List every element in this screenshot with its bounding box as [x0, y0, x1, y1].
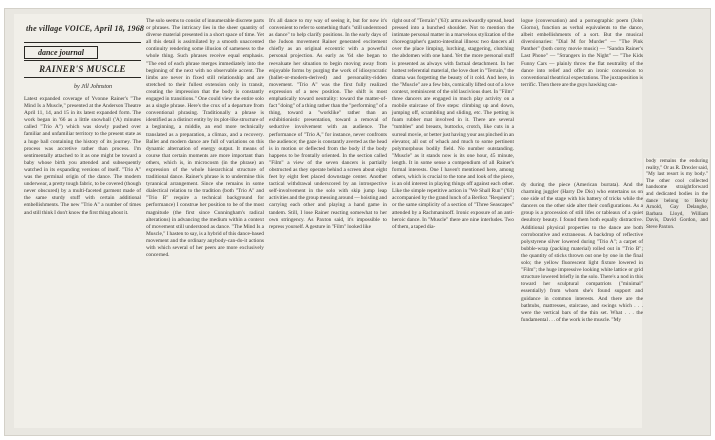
- column-text: dy during the piece (American burrata). And the charming juggler (Harry De Dio) who entertains us on one side of the stage with his battery of tricks while the dancers on the other side alter their configurations. As a group is a procession of still lifes or tableaux of a quiet desultory beauty. I found them both equally distractive. Additional physical properties to the dance are both corroborative and extraneous. A backdrop of reflective polystyrene silver lowered during "Trio A"; a carpet of bubble-wrap (packing material) rolled out in "Trio B"; the quantity of sticks thrown out one by one in the final solo; the yellow fluorescent light fixture lowered in "Film"; the huge impressive looking white lattice or grid structure lowered briefly in the solo. There's a nod in this toward her sculptural compatriots ("minimal" essentially) from whom she's found support and guidance in common interests. And there are the bathtubs, mattresses, staircase, and swings which . . . were the vertical bars of the thin set. What . . . the fundamental . . . of the work is the muscle. "My: [521, 182, 643, 323]
- masthead: the village VOICE, April 18, 1968: [26, 24, 145, 33]
- rule-top: [24, 42, 141, 43]
- column-text: right out of "Terrain" ('63): arms awkwardly spread, head pressed into a hunched shoulder. Not to mention the intimate personal matter in a marvelous stylization of the choreographer's gastro-intestinal illness: two dancers all over the place limping, lurching, staggering, clutching the abdomen with one hand. Yet the more personal stuff is presented as always with factual detachment. In her hottest referential material, the love duet in "Terrain," the drama was forgetting the beauty of it cold. And here, in the "Muscle" are a few bits, comically lifted out of a love context, reminiscent of the old lascivious duet. In "Film" three dancers are engaged in much play activity on a mobile staircase of five steps: climbing up and down, jumping off, scrambling and sliding, etc. The petting is foam rubber mat involved in it. There are several "tumbles" and breasts, buttocks, crotch, like cuts in a surreal movie, or better just having your ass pinched in an elevator, all out of whack and much to some pertinent polymorphous bodily field. No number outstanding. "Muscle" as it stands now is its one hour, 45 minute, length. It in some sense a compendium of all Rainer's formal interests. One I haven't mentioned here, among others, which is crucial to the tone and look of the piece, is an old interest in playing things off against each other. Like the simple repetitive action in "We Shall Run" ('63) accompanied by the grand lunch of a Berlioz "Requiem"; or the same simplicity of a section of "Three Seascapes" attended by a Rachmaninoff. Ironic exposure of an anti-heroic dance. In "Muscle" there are nine interludes. Two of them, a taped dia-: [392, 18, 515, 230]
- column-text: body remains the enduring reality," Or as R. Drexler said, "My last resort is my body." The other cool collected handsome straightforward and dedicated bodies in the dance belong to Becky Arnold, Gay Delanghe, Barbara Lloyd, William Davis, David Gordon, and Steve Paxton.: [646, 158, 708, 230]
- rule-bottom: [24, 77, 141, 78]
- archive-mount: [4, 8, 711, 436]
- article-column-1: [24, 96, 141, 428]
- column-text: Latest expanded coverage of Yvonne Rainer's "The Mind Is a Muscle," presented at the Anderson Theatre April 11, 14, and 15 in its latest expanded form. The work began in '66 as a little snowball ('A) minutes called "Trio A") which was slowly pushed over familiar and unfamiliar territory to the present state as a huge ball containing the history of its journey. The process was accretive rather than process. I'm sentimentally attached to it as one might be toward a baby whose birth you attended and subsequently watched in its expanding versions of itself. "Trio A" was the germinal origin of the dance. The modern underwear, a pretty tough fabric, to be covered (though never obscured) by a multi-faceted garment made of the same sturdy stuff with certain additional embellishments. The new "Trio A" a number of times and still think I don't know the first thing about it.: [24, 96, 141, 216]
- article-column-5-bottom: [521, 182, 643, 428]
- article-column-2: [146, 18, 264, 428]
- article-column-6: [646, 158, 708, 230]
- article-column-5-top: [521, 18, 643, 176]
- rule-mid: [24, 60, 141, 61]
- article-column-3: [269, 18, 387, 428]
- column-text: logue (conversation) and a pornographic poem (John Giorno), function as verbal equivalents to the dance, albeit embellishments of a sort. But the musical diversionaries: "Dial M for Murder" — "The Pink Panther" (both corny movie music) — "Sandra Rainer's Last Phone" — "Strangers in the Night" — "The Kids Funny Cars — plainly throw the flat neutrality of the dance into relief and offer an ironic concession to conventional theatrical expectations. The juxtaposition is terrific. Then there are the guys hawking can-: [521, 18, 643, 88]
- column-text: The solo seems to consist of innumerable discrete parts or phrases. The intricacy lies in the sheer quantity of diverse material presented in a short space of time. Yet all this detail is assimilated by a smooth unaccented continuity rendering some illusion of sameness to the whole thing. Such phrases receive equal emphasis. "The end of each phrase merges immediately into the beginning of the next with no observable accent. The limbs are never in fixed still relationship and are stretched to their fullest extension only in transit, creating the impression that the body is constantly engaged in transitions." One could view the entire solo as a single phrase. Here's the crux of a departure from conventional phrasing. Traditionally a phrase is identified as a distinct entity by its plot-like structure of a beginning, a middle, an end more technically translated as a preparation, a climax, and a recovery. Ballet and modern dance are full of variations on this dynamic alternation of energy output. It means of course that certain moments are more important than others, which is, in microcosm (in the phrase) an expression of the whole hierarchical structure of traditional dance. Rainer's phrase is to undermine this tyrannical arrangement. Since she remains in some dialectical relation to the tradition (both "Trio A" and "Trio B" require a technical background for performance) I construe her position to be of the most magnitude (the first since Cunningham's radical alterations) in advancing the medium within a context of movement still understood as dance. "The Mind Is a Muscle," I hasten to say, is a hybrid of this dance-based movement and the ordinary anybody-can-do-it actions with which several of her peers are more exclusively concerned.: [146, 18, 264, 259]
- section-title: dance journal: [24, 46, 98, 59]
- column-text: It's all dance to my way of seeing it, but for now it's convenient to refer to something that's "still understood as dance" to help clarify positions. In the early days of the Judson movement Rainer generated excitement chiefly as an original eccentric with a powerful personal projection. As early as '64 she began to reevaluate her situation to begin moving away from enjoyable forms by purging the work of idiosyncratic (ballet-or-modern-derived) and personality-ridden movement. "Trio A" was the first fully realized expression of a new position. The shift is most emphatically toward neutrality: toward the matter-of-fact "doing" of a thing rather than the "performing" of a thing, toward a "worklike" rather than an exhibitionistic presentation, toward a removal of seductive involvement with an audience. The performance of "Trio A," for instance, never confronts the audience; the gaze is constantly averted as the head is in motion or deflected from the body if the body happens to be frontally oriented. In the section called "Film" a view of the seven dancers is partially obstructed as they operate behind a screen about eight feet by eight feet placed downstage center. Another tactical withdrawal underscored by an introspective self-involvement in the solo with skip jump leap activities and the group messing around — hoisting and carrying each other and playing a hand game in tandem. Still, I lose Rainer reacting somewhat to her own stringency. As Paxton said, it's impossible to repress yourself. A gesture in "Film" looked like: [269, 18, 387, 230]
- article-column-4: [392, 18, 514, 428]
- byline: by Jill Johnston: [74, 84, 112, 90]
- newspaper-clipping: [14, 14, 642, 428]
- headline: RAINER'S MUSCLE: [39, 64, 126, 74]
